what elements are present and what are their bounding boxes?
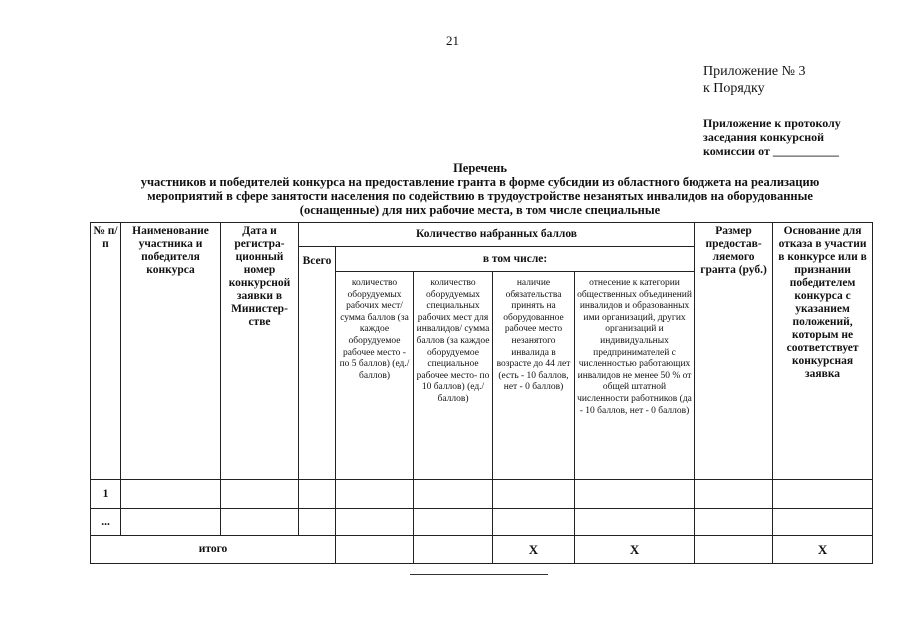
appendix-header (703, 63, 806, 97)
table-cell (299, 509, 336, 536)
header-name: Наименование участника и победителя конкурса (121, 223, 221, 480)
title-line-3: мероприятий в сфере занятости населения по содействию в трудоустройстве незанятых инвалидов на оборудованные (147, 189, 813, 203)
header-num: № п/п (91, 223, 121, 480)
table-cell (336, 509, 414, 536)
header-including: в том числе: (336, 247, 695, 272)
header-grant: Размер предостав-ляемого гранта (руб.) (695, 223, 773, 480)
protocol-header (703, 116, 841, 158)
appendix-line-1: Приложение № 3 (703, 64, 806, 79)
title-line-1: Перечень (453, 161, 507, 175)
total-row (91, 536, 873, 564)
row-num: 1 (91, 480, 121, 509)
table-cell (221, 509, 299, 536)
table-cell (773, 480, 873, 509)
header-col-special-workplaces: количество оборудуемых специальных рабочих мест для инвалидов/ сумма баллов (за каждое оборудуемое специальное рабочее место- по 10 баллов) (ед./баллов) (414, 272, 493, 480)
protocol-line-1: Приложение к протоколу (703, 116, 841, 130)
appendix-line-2: к Порядку (703, 81, 765, 96)
table-cell (336, 536, 414, 564)
table-cell (695, 536, 773, 564)
table-cell (493, 480, 575, 509)
table-cell (121, 480, 221, 509)
table-cell (221, 480, 299, 509)
table-cell (695, 480, 773, 509)
table-cell (695, 509, 773, 536)
header-col-workplaces: количество оборудуемых рабочих мест/сумма баллов (за каждое оборудуемое рабочее место - по 5 баллов) (ед./баллов) (336, 272, 414, 480)
header-reason: Основание для отказа в участии в конкурсе или в признании победителем конкурса с указанием положений, которым не соответствует конкурсная заявка (773, 223, 873, 480)
row-num: ... (91, 509, 121, 536)
total-c3-mark: Х (493, 536, 575, 564)
table-cell (773, 509, 873, 536)
table-cell (493, 509, 575, 536)
protocol-line-3: комиссии от ___________ (703, 144, 839, 158)
header-col-organization-category: отнесение к категории общественных объединений инвалидов и образованных ими организаций, других организаций и индивидуальных предпринимателей с численностью работающих инвалидов не менее 50 % от общей штатной численности работников (да - 10 баллов, нет - 0 баллов) (575, 272, 695, 480)
table-cell (414, 480, 493, 509)
table-cell (575, 509, 695, 536)
header-total: Всего (299, 247, 336, 480)
total-reason-mark: Х (773, 536, 873, 564)
total-c4-mark: Х (575, 536, 695, 564)
title-line-4: (оснащенные) для них рабочие места, в том числе специальные (299, 203, 661, 217)
header-score-group: Количество набранных баллов (299, 223, 695, 247)
protocol-line-2: заседания конкурсной (703, 130, 825, 144)
table-cell (414, 509, 493, 536)
table-cell (299, 480, 336, 509)
table-row (91, 509, 873, 536)
table-cell (575, 480, 695, 509)
table-cell (336, 480, 414, 509)
total-label: итого (91, 536, 336, 564)
page-number: 21 (446, 33, 459, 48)
footnote-divider (410, 574, 548, 575)
document-title (100, 161, 860, 217)
header-col-hire-obligation: наличие обязательства принять на оборудованное рабочее место незанятого инвалида в возрасте до 44 лет (есть - 10 баллов, нет - 0 баллов) (493, 272, 575, 480)
table-row (91, 480, 873, 509)
title-line-2: участников и победителей конкурса на предоставление гранта в форме субсидии из областного бюджета на реализацию (140, 175, 820, 189)
header-date: Дата и регистра-ционный номер конкурсной заявки в Министер-стве (221, 223, 299, 480)
table-cell (414, 536, 493, 564)
participants-table (90, 222, 873, 564)
table-cell (121, 509, 221, 536)
